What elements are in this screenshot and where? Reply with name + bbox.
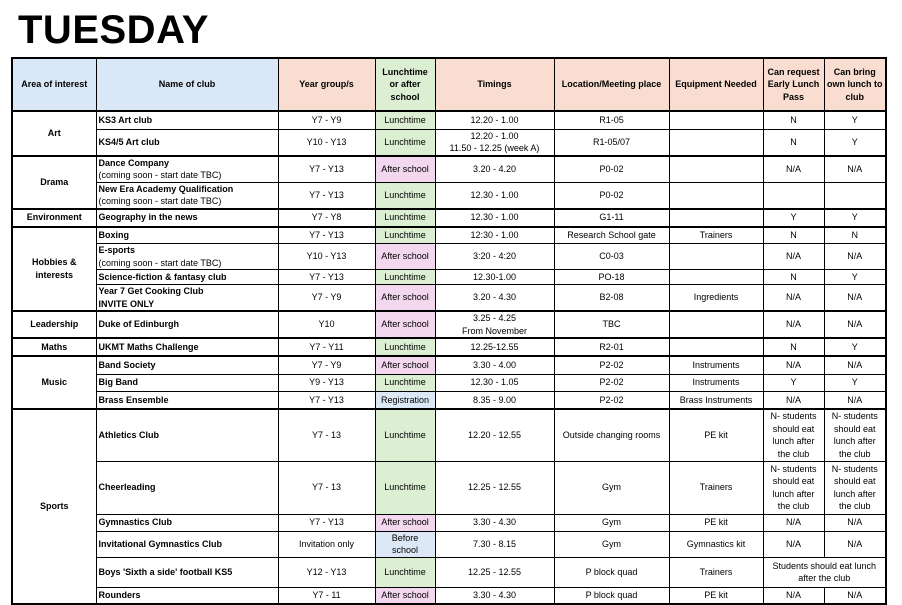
timing-main: 12.20 - 1.00	[470, 130, 519, 141]
club-name-cell	[96, 129, 278, 156]
timing-main: 12.30 - 1.05	[470, 377, 519, 388]
club-name: Athletics Club	[98, 430, 160, 440]
timings-cell	[435, 514, 554, 531]
table-row	[12, 338, 886, 356]
club-name-cell	[96, 356, 278, 374]
early-lunch-pass-cell: N	[763, 270, 824, 285]
timings-cell	[435, 270, 554, 285]
location-cell: P2-02	[554, 374, 669, 391]
location-cell: C0-03	[554, 244, 669, 270]
own-lunch-cell: N/A	[824, 531, 886, 557]
session-type-cell: After school	[375, 514, 435, 531]
location-cell: Gym	[554, 514, 669, 531]
club-name: UKMT Maths Challenge	[98, 341, 199, 352]
own-lunch-cell: Y	[824, 338, 886, 356]
year-group-cell: Y7 - Y11	[278, 338, 375, 356]
club-name: Boxing	[98, 230, 129, 240]
equipment-cell: Gymnastics kit	[669, 531, 763, 557]
year-group-cell: Y7 - 13	[278, 409, 375, 461]
session-type-cell: Lunchtime	[375, 111, 435, 129]
early-lunch-pass-cell: N- students should eat lunch after the club	[763, 409, 824, 461]
club-start-note: (coming soon - start date TBC)	[98, 257, 222, 268]
timing-main: 8.35 - 9.00	[472, 394, 517, 405]
own-lunch-cell: N/A	[824, 156, 886, 183]
header-when: Lunchtime or after school	[375, 58, 435, 111]
club-start-note: (coming soon - start date TBC)	[98, 170, 222, 180]
session-type-cell: Lunchtime	[375, 374, 435, 391]
club-name-cell	[96, 244, 278, 270]
year-group-cell: Y7 - Y8	[278, 209, 375, 227]
early-lunch-pass-cell: N/A	[763, 311, 824, 338]
early-lunch-pass-cell: Y	[763, 374, 824, 391]
timings-cell	[435, 587, 554, 604]
table-row	[12, 156, 886, 183]
club-name-cell	[96, 209, 278, 227]
table-row	[12, 461, 886, 514]
area-of-interest-cell: Art	[12, 111, 96, 156]
early-lunch-pass-cell: Y	[763, 209, 824, 227]
location-cell: Outside changing rooms	[554, 409, 669, 461]
early-lunch-pass-cell: N/A	[763, 285, 824, 312]
timings-cell	[435, 285, 554, 312]
timings-cell	[435, 111, 554, 129]
session-type-cell: Lunchtime	[375, 270, 435, 285]
timings-cell	[435, 182, 554, 209]
year-group-cell: Y7 - 13	[278, 461, 375, 514]
early-lunch-pass-cell	[763, 182, 824, 209]
session-type-cell: After school	[375, 156, 435, 183]
own-lunch-cell: N/A	[824, 587, 886, 604]
club-name: Cheerleading	[98, 482, 156, 493]
club-name: Geography in the news	[98, 212, 198, 223]
timing-main: 12.20 - 12.55	[467, 430, 522, 440]
club-name-cell	[96, 557, 278, 587]
timing-main: 12.30-1.00	[472, 271, 517, 282]
club-name: Invitational Gymnastics Club	[98, 538, 223, 549]
table-row	[12, 514, 886, 531]
table-row	[12, 111, 886, 129]
year-group-cell: Y7 - Y9	[278, 111, 375, 129]
location-cell: P block quad	[554, 587, 669, 604]
year-group-cell: Y7 - Y13	[278, 227, 375, 244]
timing-main: 3.30 - 4.00	[472, 360, 517, 370]
session-type-cell: Lunchtime	[375, 182, 435, 209]
club-name-cell	[96, 587, 278, 604]
timings-cell	[435, 356, 554, 374]
area-of-interest-cell: Sports	[12, 409, 96, 604]
own-lunch-cell: Y	[824, 270, 886, 285]
club-name: Brass Ensemble	[98, 394, 169, 405]
year-group-cell: Y7 - Y13	[278, 391, 375, 409]
timing-main: 12.25-12.55	[470, 341, 519, 352]
own-lunch-cell: Y	[824, 374, 886, 391]
club-name-cell	[96, 461, 278, 514]
club-name-cell	[96, 374, 278, 391]
equipment-cell: PE kit	[669, 587, 763, 604]
timing-main: 3.30 - 4.30	[472, 517, 517, 528]
early-lunch-pass-cell: N/A	[763, 244, 824, 270]
early-lunch-pass-cell: N	[763, 227, 824, 244]
year-group-cell: Y10 - Y13	[278, 244, 375, 270]
equipment-cell	[669, 209, 763, 227]
session-type-cell: After school	[375, 311, 435, 338]
own-lunch-cell: N/A	[824, 391, 886, 409]
location-cell: P2-02	[554, 356, 669, 374]
club-name: Gymnastics Club	[98, 517, 173, 528]
header-area: Area of interest	[12, 58, 96, 111]
year-group-cell: Y7 - Y9	[278, 285, 375, 312]
club-name: Science-fiction & fantasy club	[98, 271, 227, 282]
year-group-cell: Y7 - 11	[278, 587, 375, 604]
location-cell: PO-18	[554, 270, 669, 285]
timings-cell	[435, 311, 554, 338]
club-name-cell	[96, 391, 278, 409]
timing-main: 3:20 - 4:20	[472, 251, 517, 262]
own-lunch-cell: N/A	[824, 244, 886, 270]
early-lunch-pass-cell: N	[763, 111, 824, 129]
club-name: Year 7 Get Cooking Club	[98, 286, 204, 296]
lunch-note-cell: Students should eat lunch after the club	[763, 557, 886, 587]
early-lunch-pass-cell: N/A	[763, 531, 824, 557]
club-name: KS4/5 Art club	[98, 136, 160, 147]
club-name-cell	[96, 270, 278, 285]
year-group-cell: Y7 - Y13	[278, 270, 375, 285]
equipment-cell: PE kit	[669, 514, 763, 531]
timing-main: 12.25 - 12.55	[467, 482, 522, 493]
equipment-cell: PE kit	[669, 409, 763, 461]
club-name-cell	[96, 156, 278, 183]
table-row	[12, 409, 886, 461]
year-group-cell: Y12 - Y13	[278, 557, 375, 587]
area-of-interest-cell: Music	[12, 356, 96, 409]
club-name: KS3 Art club	[98, 115, 153, 125]
club-start-note: (coming soon - start date TBC)	[98, 196, 222, 206]
own-lunch-cell: Y	[824, 209, 886, 227]
early-lunch-pass-cell: N/A	[763, 587, 824, 604]
header-own-lunch: Can bring own lunch to club	[824, 58, 886, 111]
club-name-cell	[96, 311, 278, 338]
club-name: Big Band	[98, 377, 138, 388]
header-equipment: Equipment Needed	[669, 58, 763, 111]
table-row	[12, 531, 886, 557]
club-schedule-table	[11, 57, 887, 605]
location-cell: G1-11	[554, 209, 669, 227]
timing-main: 12:30 - 1.00	[470, 230, 519, 240]
location-cell: R1-05	[554, 111, 669, 129]
timings-cell	[435, 374, 554, 391]
own-lunch-cell: N/A	[824, 311, 886, 338]
equipment-cell: Instruments	[669, 356, 763, 374]
timing-main: 12.30 - 1.00	[470, 212, 519, 223]
equipment-cell	[669, 244, 763, 270]
club-name: New Era Academy Qualification	[98, 183, 234, 194]
equipment-cell	[669, 338, 763, 356]
timings-cell	[435, 244, 554, 270]
session-type-cell: After school	[375, 244, 435, 270]
header-location: Location/Meeting place	[554, 58, 669, 111]
club-name-cell	[96, 531, 278, 557]
own-lunch-cell: N/A	[824, 356, 886, 374]
table-row	[12, 374, 886, 391]
header-timings: Timings	[435, 58, 554, 111]
own-lunch-cell	[824, 182, 886, 209]
timing-main: 7.30 - 8.15	[472, 538, 517, 549]
club-name: Boys 'Sixth a side' football KS5	[98, 566, 233, 577]
table-row	[12, 244, 886, 270]
equipment-cell	[669, 129, 763, 156]
table-row	[12, 285, 886, 312]
session-type-cell: Lunchtime	[375, 129, 435, 156]
own-lunch-cell: N- students should eat lunch after the club	[824, 461, 886, 514]
timing-extra: 11.50 - 12.25 (week A)	[449, 143, 540, 153]
equipment-cell: Trainers	[669, 461, 763, 514]
timing-main: 12.25 - 12.55	[467, 566, 522, 577]
early-lunch-pass-cell: N- students should eat lunch after the club	[763, 461, 824, 514]
equipment-cell: Brass Instruments	[669, 391, 763, 409]
equipment-cell: Ingredients	[669, 285, 763, 312]
year-group-cell: Y10	[278, 311, 375, 338]
equipment-cell	[669, 182, 763, 209]
timings-cell	[435, 156, 554, 183]
session-type-cell: Lunchtime	[375, 338, 435, 356]
own-lunch-cell: Y	[824, 111, 886, 129]
club-name-cell	[96, 409, 278, 461]
early-lunch-pass-cell: N	[763, 129, 824, 156]
timings-cell	[435, 409, 554, 461]
club-name-cell	[96, 338, 278, 356]
timing-main: 3.20 - 4.30	[472, 292, 517, 303]
timing-main: 3.30 - 4.30	[472, 590, 517, 600]
early-lunch-pass-cell: N/A	[763, 391, 824, 409]
session-type-cell: After school	[375, 356, 435, 374]
location-cell: Research School gate	[554, 227, 669, 244]
own-lunch-cell: N/A	[824, 285, 886, 312]
timings-cell	[435, 129, 554, 156]
year-group-cell: Y7 - Y13	[278, 156, 375, 183]
equipment-cell: Trainers	[669, 227, 763, 244]
location-cell: Gym	[554, 531, 669, 557]
year-group-cell: Y9 - Y13	[278, 374, 375, 391]
location-cell: P0-02	[554, 182, 669, 209]
table-row	[12, 391, 886, 409]
club-name: Rounders	[98, 590, 141, 600]
club-name-cell	[96, 285, 278, 312]
year-group-cell: Y7 - Y9	[278, 356, 375, 374]
area-of-interest-cell: Environment	[12, 209, 96, 227]
table-row	[12, 356, 886, 374]
table-row	[12, 209, 886, 227]
timings-cell	[435, 227, 554, 244]
own-lunch-cell: N- students should eat lunch after the club	[824, 409, 886, 461]
timings-cell	[435, 531, 554, 557]
table-row	[12, 587, 886, 604]
equipment-cell: Trainers	[669, 557, 763, 587]
location-cell: P block quad	[554, 557, 669, 587]
equipment-cell	[669, 111, 763, 129]
session-type-cell: Before school	[375, 531, 435, 557]
timing-main: 3.20 - 4.20	[472, 163, 517, 174]
location-cell: B2-08	[554, 285, 669, 312]
timings-cell	[435, 338, 554, 356]
club-name-cell	[96, 227, 278, 244]
equipment-cell	[669, 156, 763, 183]
location-cell: P0-02	[554, 156, 669, 183]
early-lunch-pass-cell: N/A	[763, 156, 824, 183]
equipment-cell	[669, 270, 763, 285]
session-type-cell: After school	[375, 285, 435, 312]
club-name: Duke of Edinburgh	[98, 319, 179, 330]
location-cell: R2-01	[554, 338, 669, 356]
timing-main: 3.25 - 4.25	[472, 313, 517, 323]
page-title: TUESDAY	[18, 8, 209, 52]
area-of-interest-cell: Maths	[12, 338, 96, 356]
table-row	[12, 182, 886, 209]
table-row	[12, 129, 886, 156]
session-type-cell: Lunchtime	[375, 209, 435, 227]
year-group-cell: Y7 - Y13	[278, 182, 375, 209]
location-cell: P2-02	[554, 391, 669, 409]
own-lunch-cell: Y	[824, 129, 886, 156]
timing-extra: From November	[461, 325, 527, 336]
location-cell: Gym	[554, 461, 669, 514]
timings-cell	[435, 391, 554, 409]
own-lunch-cell: N	[824, 227, 886, 244]
early-lunch-pass-cell: N/A	[763, 356, 824, 374]
club-name-cell	[96, 111, 278, 129]
session-type-cell: Lunchtime	[375, 557, 435, 587]
table-row	[12, 557, 886, 587]
equipment-cell: Instruments	[669, 374, 763, 391]
header-name: Name of club	[96, 58, 278, 111]
header-early-lunch: Can request Early Lunch Pass	[763, 58, 824, 111]
header-year: Year group/s	[278, 58, 375, 111]
area-of-interest-cell: Drama	[12, 156, 96, 209]
club-name-cell	[96, 182, 278, 209]
timings-cell	[435, 209, 554, 227]
location-cell: R1-05/07	[554, 129, 669, 156]
timings-cell	[435, 461, 554, 514]
own-lunch-cell: N/A	[824, 514, 886, 531]
session-type-cell: Lunchtime	[375, 461, 435, 514]
club-name: Band Society	[98, 360, 156, 370]
early-lunch-pass-cell: N	[763, 338, 824, 356]
timing-main: 12.30 - 1.00	[470, 189, 519, 200]
session-type-cell: Lunchtime	[375, 409, 435, 461]
equipment-cell	[669, 311, 763, 338]
area-of-interest-cell: Leadership	[12, 311, 96, 338]
session-type-cell: Registration	[375, 391, 435, 409]
header-row	[12, 58, 886, 111]
club-name: Dance Company	[98, 157, 170, 168]
club-name: E-sports	[98, 245, 136, 255]
timing-main: 12.20 - 1.00	[470, 115, 519, 125]
table-row	[12, 227, 886, 244]
location-cell: TBC	[554, 311, 669, 338]
area-of-interest-cell: Hobbies & interests	[12, 227, 96, 312]
club-name-note: INVITE ONLY	[98, 298, 155, 309]
year-group-cell: Invitation only	[278, 531, 375, 557]
timings-cell	[435, 557, 554, 587]
club-name-cell	[96, 514, 278, 531]
year-group-cell: Y10 - Y13	[278, 129, 375, 156]
table-row	[12, 311, 886, 338]
session-type-cell: After school	[375, 587, 435, 604]
table-row	[12, 270, 886, 285]
year-group-cell: Y7 - Y13	[278, 514, 375, 531]
session-type-cell: Lunchtime	[375, 227, 435, 244]
early-lunch-pass-cell: N/A	[763, 514, 824, 531]
